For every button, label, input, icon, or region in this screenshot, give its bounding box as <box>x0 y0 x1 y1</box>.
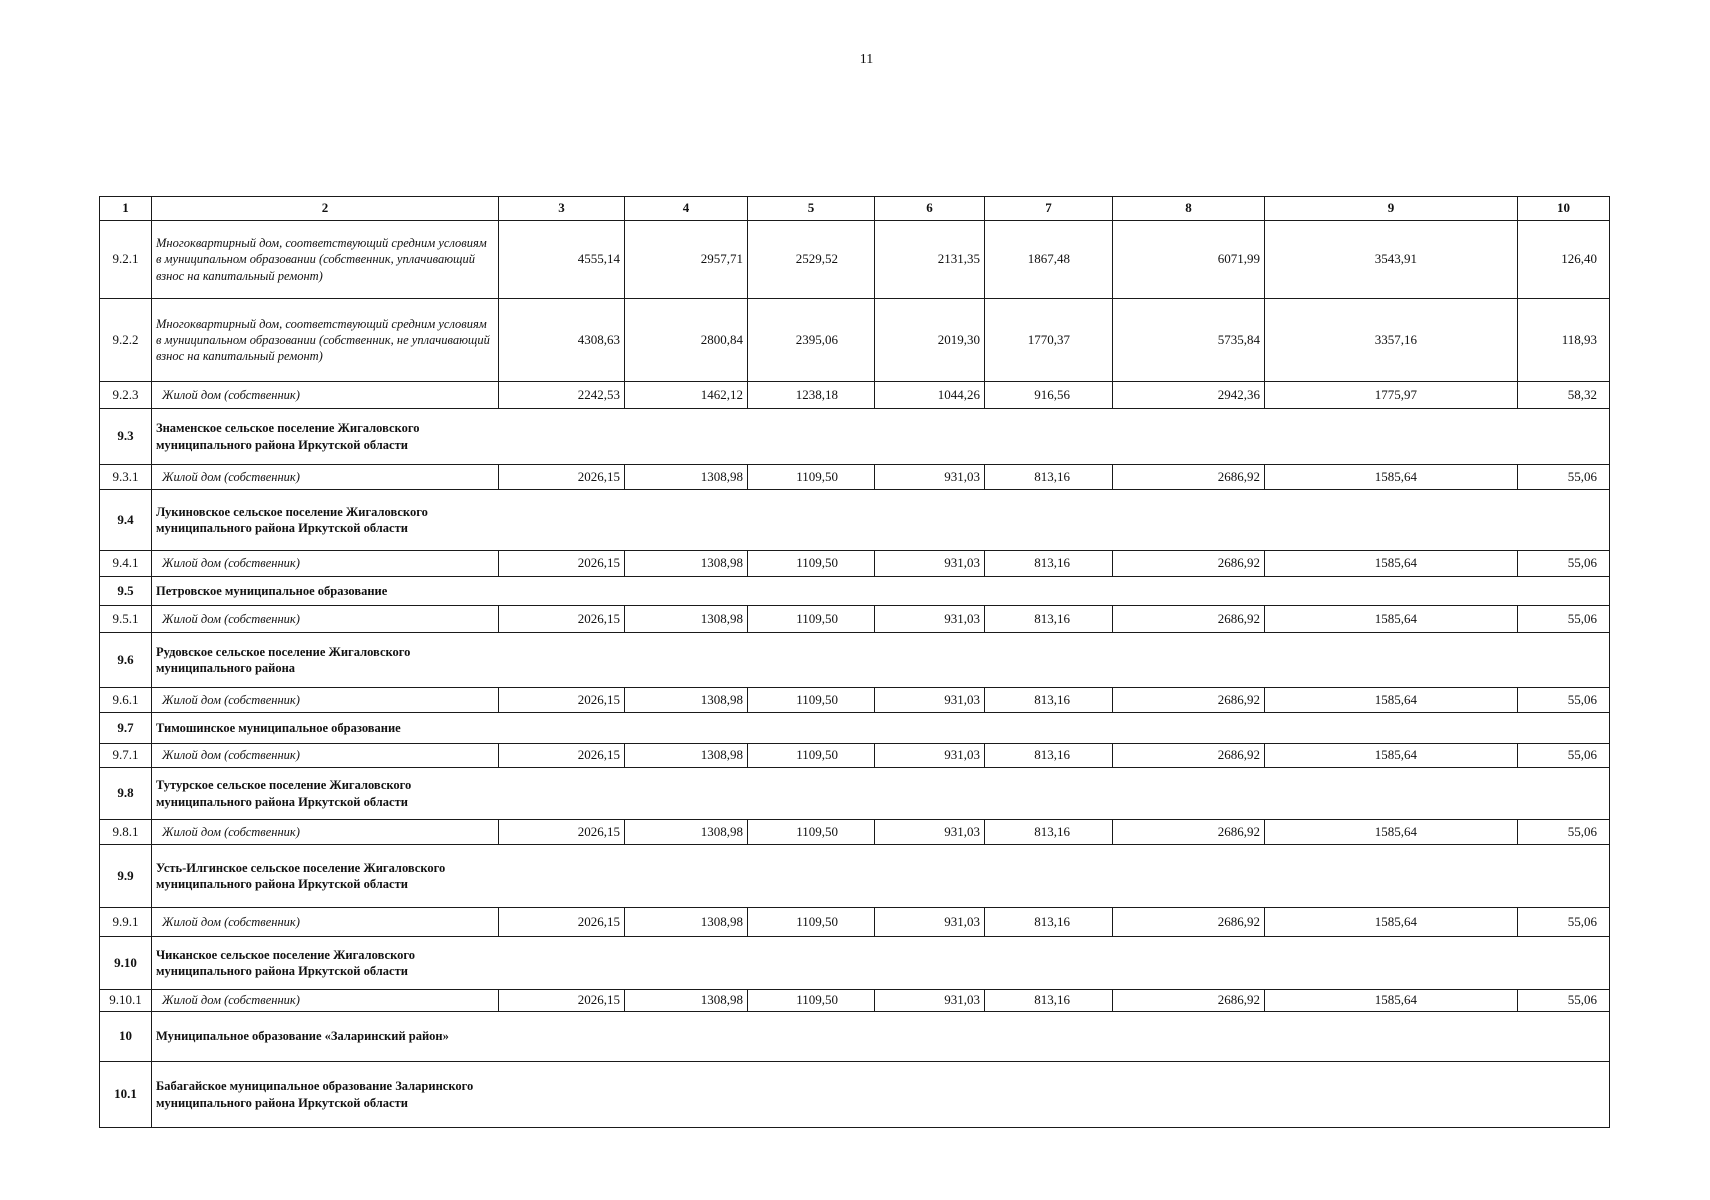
value-cell-col-6: 931,03 <box>875 551 985 577</box>
value-cell-col-10: 55,06 <box>1518 551 1610 577</box>
column-header: 6 <box>875 197 985 221</box>
row-number: 9.6.1 <box>100 688 152 713</box>
section-title <box>152 937 1610 990</box>
value-cell-col-7: 813,16 <box>985 908 1113 937</box>
value-cell-col-6: 931,03 <box>875 606 985 633</box>
value-cell-col-7: 1770,37 <box>985 299 1113 382</box>
value-cell-col-6: 931,03 <box>875 465 985 490</box>
row-number: 9.7 <box>100 713 152 744</box>
value-cell-col-6: 931,03 <box>875 908 985 937</box>
housing-type-label: Жилой дом (собственник) <box>152 465 499 490</box>
section-row <box>100 1012 1610 1062</box>
value-cell-col-5: 1109,50 <box>748 820 875 845</box>
section-title <box>152 1062 1610 1128</box>
value-cell-col-5: 1109,50 <box>748 688 875 713</box>
table-body <box>100 221 1610 1128</box>
table-row <box>100 688 1610 713</box>
column-header: 1 <box>100 197 152 221</box>
value-cell-col-5: 1109,50 <box>748 551 875 577</box>
value-cell-col-5: 1238,18 <box>748 382 875 409</box>
value-cell-col-5: 1109,50 <box>748 990 875 1012</box>
section-title-text: Тутурское сельское поселение Жигаловского муниципального района Иркутской области <box>156 778 412 809</box>
section-title <box>152 577 1610 606</box>
value-cell-col-9: 3543,91 <box>1265 221 1518 299</box>
value-cell-col-7: 813,16 <box>985 820 1113 845</box>
section-title <box>152 490 1610 551</box>
section-title-text: Бабагайское муниципальное образование Заларинского муниципального района Иркутской области <box>156 1079 474 1110</box>
value-cell-col-3: 2026,15 <box>499 465 625 490</box>
table-row <box>100 299 1610 382</box>
table-row <box>100 221 1610 299</box>
row-number: 10 <box>100 1012 152 1062</box>
row-number: 9.7.1 <box>100 744 152 768</box>
value-cell-col-5: 2395,06 <box>748 299 875 382</box>
value-cell-col-8: 2686,92 <box>1113 820 1265 845</box>
value-cell-col-9: 1585,64 <box>1265 908 1518 937</box>
value-cell-col-6: 931,03 <box>875 990 985 1012</box>
value-cell-col-3: 2026,15 <box>499 990 625 1012</box>
row-number: 9.10 <box>100 937 152 990</box>
section-title-text: Рудовское сельское поселение Жигаловского муниципального района <box>156 644 411 675</box>
value-cell-col-7: 1867,48 <box>985 221 1113 299</box>
value-cell-col-5: 2529,52 <box>748 221 875 299</box>
section-title <box>152 845 1610 908</box>
value-cell-col-3: 2026,15 <box>499 551 625 577</box>
value-cell-col-5: 1109,50 <box>748 908 875 937</box>
value-cell-col-8: 5735,84 <box>1113 299 1265 382</box>
row-number: 9.6 <box>100 633 152 688</box>
section-title-text: Петровское муниципальное образование <box>156 583 388 598</box>
housing-type-label: Жилой дом (собственник) <box>152 551 499 577</box>
section-title-text: Лукиновское сельское поселение Жигаловского муниципального района Иркутской области <box>156 504 428 535</box>
value-cell-col-10: 55,06 <box>1518 744 1610 768</box>
housing-type-label: Жилой дом (собственник) <box>152 744 499 768</box>
value-cell-col-4: 1308,98 <box>625 465 748 490</box>
column-header: 9 <box>1265 197 1518 221</box>
value-cell-col-9: 1585,64 <box>1265 551 1518 577</box>
table-row <box>100 908 1610 937</box>
value-cell-col-3: 2026,15 <box>499 820 625 845</box>
tariff-table <box>99 196 1610 1128</box>
value-cell-col-4: 1462,12 <box>625 382 748 409</box>
column-header: 2 <box>152 197 499 221</box>
value-cell-col-7: 813,16 <box>985 688 1113 713</box>
value-cell-col-4: 1308,98 <box>625 688 748 713</box>
value-cell-col-7: 813,16 <box>985 551 1113 577</box>
value-cell-col-8: 2686,92 <box>1113 688 1265 713</box>
row-number: 9.2.2 <box>100 299 152 382</box>
value-cell-col-10: 55,06 <box>1518 990 1610 1012</box>
table-row <box>100 551 1610 577</box>
row-number: 9.4 <box>100 490 152 551</box>
value-cell-col-6: 931,03 <box>875 744 985 768</box>
value-cell-col-3: 2026,15 <box>499 606 625 633</box>
section-title <box>152 768 1610 820</box>
section-title <box>152 1012 1610 1062</box>
value-cell-col-3: 2026,15 <box>499 744 625 768</box>
table-row <box>100 382 1610 409</box>
value-cell-col-6: 1044,26 <box>875 382 985 409</box>
housing-type-label: Жилой дом (собственник) <box>152 990 499 1012</box>
value-cell-col-4: 1308,98 <box>625 908 748 937</box>
value-cell-col-10: 118,93 <box>1518 299 1610 382</box>
row-number: 9.4.1 <box>100 551 152 577</box>
column-header: 7 <box>985 197 1113 221</box>
value-cell-col-8: 2686,92 <box>1113 465 1265 490</box>
column-header: 3 <box>499 197 625 221</box>
row-number: 9.5 <box>100 577 152 606</box>
value-cell-col-9: 1585,64 <box>1265 990 1518 1012</box>
value-cell-col-4: 1308,98 <box>625 820 748 845</box>
column-header: 8 <box>1113 197 1265 221</box>
column-header: 5 <box>748 197 875 221</box>
housing-type-label: Жилой дом (собственник) <box>152 688 499 713</box>
value-cell-col-6: 2019,30 <box>875 299 985 382</box>
row-number: 9.3 <box>100 409 152 465</box>
table-row <box>100 990 1610 1012</box>
section-title-text: Чиканское сельское поселение Жигаловского муниципального района Иркутской области <box>156 947 415 978</box>
value-cell-col-4: 1308,98 <box>625 744 748 768</box>
row-number: 9.5.1 <box>100 606 152 633</box>
value-cell-col-6: 2131,35 <box>875 221 985 299</box>
value-cell-col-4: 1308,98 <box>625 990 748 1012</box>
value-cell-col-8: 2686,92 <box>1113 551 1265 577</box>
value-cell-col-9: 1585,64 <box>1265 465 1518 490</box>
value-cell-col-3: 2026,15 <box>499 688 625 713</box>
value-cell-col-9: 1585,64 <box>1265 606 1518 633</box>
section-row <box>100 577 1610 606</box>
value-cell-col-7: 813,16 <box>985 990 1113 1012</box>
value-cell-col-4: 1308,98 <box>625 606 748 633</box>
value-cell-col-5: 1109,50 <box>748 465 875 490</box>
row-number: 9.3.1 <box>100 465 152 490</box>
table-row <box>100 820 1610 845</box>
row-number: 10.1 <box>100 1062 152 1128</box>
value-cell-col-8: 2686,92 <box>1113 744 1265 768</box>
value-cell-col-3: 4555,14 <box>499 221 625 299</box>
value-cell-col-7: 813,16 <box>985 465 1113 490</box>
housing-type-label: Многоквартирный дом, соответствующий средним условиям в муниципальном образовании (собственник, уплачивающий взнос на капитальный ремонт) <box>152 221 499 299</box>
column-header: 4 <box>625 197 748 221</box>
housing-type-label: Жилой дом (собственник) <box>152 606 499 633</box>
value-cell-col-7: 916,56 <box>985 382 1113 409</box>
value-cell-col-9: 3357,16 <box>1265 299 1518 382</box>
row-number: 9.9.1 <box>100 908 152 937</box>
section-row <box>100 768 1610 820</box>
table-header-row <box>100 197 1610 221</box>
section-row <box>100 845 1610 908</box>
row-number: 9.8 <box>100 768 152 820</box>
section-title <box>152 633 1610 688</box>
value-cell-col-6: 931,03 <box>875 820 985 845</box>
section-title-text: Усть-Илгинское сельское поселение Жигаловского муниципального района Иркутской области <box>156 860 446 891</box>
row-number: 9.10.1 <box>100 990 152 1012</box>
housing-type-label: Многоквартирный дом, соответствующий средним условиям в муниципальном образовании (собственник, не уплачивающий взнос на капитальный ремонт) <box>152 299 499 382</box>
value-cell-col-5: 1109,50 <box>748 606 875 633</box>
value-cell-col-7: 813,16 <box>985 606 1113 633</box>
value-cell-col-9: 1585,64 <box>1265 820 1518 845</box>
value-cell-col-8: 2686,92 <box>1113 990 1265 1012</box>
value-cell-col-4: 2957,71 <box>625 221 748 299</box>
row-number: 9.9 <box>100 845 152 908</box>
value-cell-col-10: 126,40 <box>1518 221 1610 299</box>
value-cell-col-3: 2242,53 <box>499 382 625 409</box>
section-row <box>100 633 1610 688</box>
value-cell-col-10: 55,06 <box>1518 606 1610 633</box>
value-cell-col-8: 6071,99 <box>1113 221 1265 299</box>
value-cell-col-4: 1308,98 <box>625 551 748 577</box>
value-cell-col-4: 2800,84 <box>625 299 748 382</box>
value-cell-col-10: 58,32 <box>1518 382 1610 409</box>
value-cell-col-5: 1109,50 <box>748 744 875 768</box>
value-cell-col-8: 2686,92 <box>1113 606 1265 633</box>
section-title-text: Тимошинское муниципальное образование <box>156 720 401 735</box>
housing-type-label: Жилой дом (собственник) <box>152 820 499 845</box>
section-title <box>152 713 1610 744</box>
table-row <box>100 744 1610 768</box>
housing-type-label: Жилой дом (собственник) <box>152 382 499 409</box>
value-cell-col-10: 55,06 <box>1518 820 1610 845</box>
section-row <box>100 409 1610 465</box>
value-cell-col-10: 55,06 <box>1518 908 1610 937</box>
column-header: 10 <box>1518 197 1610 221</box>
row-number: 9.2.3 <box>100 382 152 409</box>
value-cell-col-9: 1585,64 <box>1265 744 1518 768</box>
value-cell-col-3: 4308,63 <box>499 299 625 382</box>
value-cell-col-10: 55,06 <box>1518 688 1610 713</box>
page-number: 11 <box>859 52 874 67</box>
value-cell-col-9: 1775,97 <box>1265 382 1518 409</box>
section-row <box>100 490 1610 551</box>
section-title-text: Муниципальное образование «Заларинский район» <box>156 1029 449 1044</box>
table-row <box>100 606 1610 633</box>
value-cell-col-6: 931,03 <box>875 688 985 713</box>
value-cell-col-9: 1585,64 <box>1265 688 1518 713</box>
section-title-text: Знаменское сельское поселение Жигаловского муниципального района Иркутской области <box>156 421 420 452</box>
section-title <box>152 409 1610 465</box>
value-cell-col-8: 2686,92 <box>1113 908 1265 937</box>
value-cell-col-7: 813,16 <box>985 744 1113 768</box>
section-row <box>100 937 1610 990</box>
value-cell-col-3: 2026,15 <box>499 908 625 937</box>
value-cell-col-10: 55,06 <box>1518 465 1610 490</box>
section-row <box>100 713 1610 744</box>
row-number: 9.2.1 <box>100 221 152 299</box>
row-number: 9.8.1 <box>100 820 152 845</box>
housing-type-label: Жилой дом (собственник) <box>152 908 499 937</box>
section-row <box>100 1062 1610 1128</box>
table-row <box>100 465 1610 490</box>
value-cell-col-8: 2942,36 <box>1113 382 1265 409</box>
